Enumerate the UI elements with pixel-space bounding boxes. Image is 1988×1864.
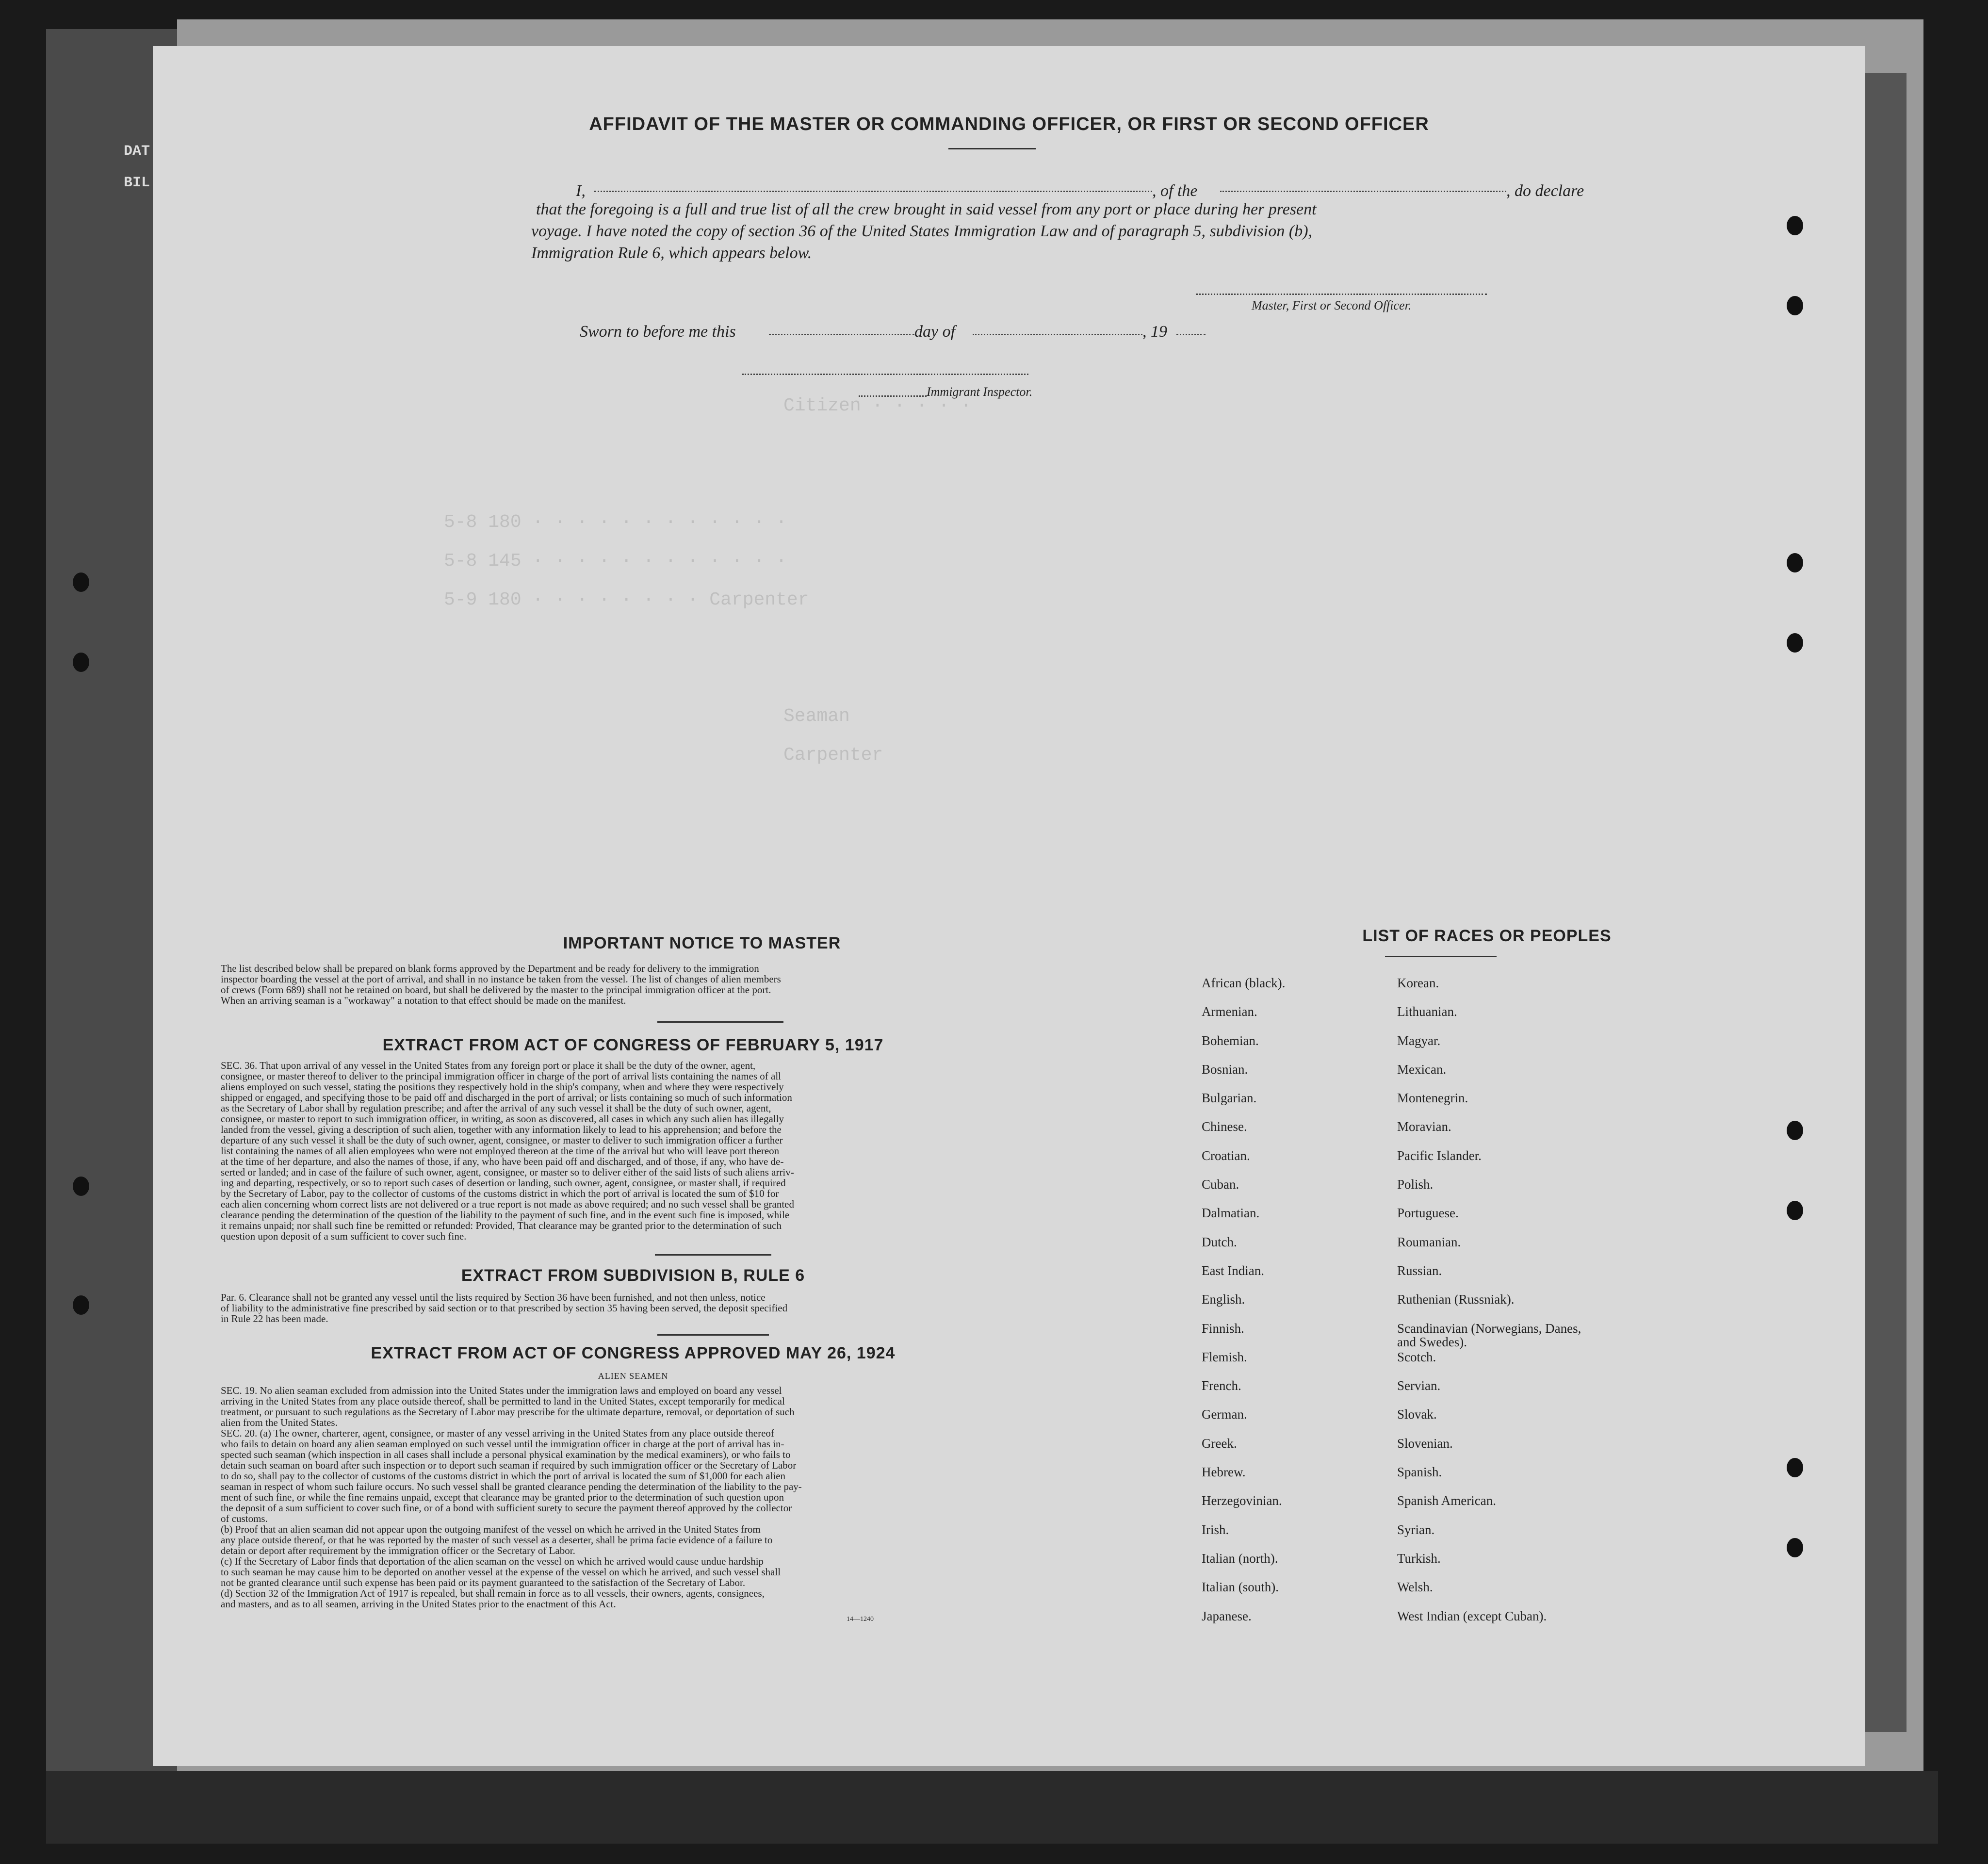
notice-title: IMPORTANT NOTICE TO MASTER xyxy=(563,934,841,952)
extract-1917-line: consignee, or master thereof to deliver to the principal immigration officer in charge of the port of arrival lists containing the names of all xyxy=(221,1070,782,1082)
race-item: Spanish American. xyxy=(1397,1493,1496,1508)
race-item: Japanese. xyxy=(1202,1608,1252,1623)
race-item: East Indian. xyxy=(1202,1263,1264,1278)
race-item: Finnish. xyxy=(1202,1321,1244,1336)
race-item: Flemish. xyxy=(1202,1349,1247,1364)
master-label: Master, First or Second Officer. xyxy=(1252,298,1412,312)
race-item: Dalmatian. xyxy=(1202,1206,1260,1221)
race-item: Welsh. xyxy=(1397,1580,1433,1595)
notice-line: of crews (Form 689) shall not be retained on board, but shall be delivered by the master to the principal immigration officer at the port. xyxy=(221,984,771,996)
race-item: Pacific Islander. xyxy=(1397,1148,1482,1163)
extract-1924-line: (d) Section 32 of the Immigration Act of 1917 is repealed, but shall remain in force as to all vessels, their owners, agents, consignees, xyxy=(221,1587,765,1599)
extract-1924-line: detain such seaman on board after such inspection or to deport such seaman if required by such immigration officer or the Secretary of Labor xyxy=(221,1459,797,1471)
extract-1924-line: (c) If the Secretary of Labor finds that deportation of the alien seaman on the vessel on which he arrived would cause undue hardship xyxy=(221,1555,764,1567)
races-title: LIST OF RACES OR PEOPLES xyxy=(1362,927,1612,945)
inspector-lead-line xyxy=(859,395,927,397)
punch-hole xyxy=(1787,296,1803,315)
binder-hole xyxy=(73,653,89,672)
extract-1924-line: the deposit of a sum sufficient to cover such fine, or of a bond with sufficient surety to secure the payment thereof approved by the collector xyxy=(221,1502,792,1514)
race-item: Russian. xyxy=(1397,1263,1442,1278)
race-item: Korean. xyxy=(1397,976,1439,990)
extract-1917-line: as the Secretary of Labor shall by regulation prescribe; and after the arrival of any such vessel it shall be the duty of such owner, agent, xyxy=(221,1102,771,1114)
punch-hole xyxy=(1787,553,1803,572)
section-divider xyxy=(657,1334,769,1336)
declaration-i: I, xyxy=(576,182,586,200)
race-item: Italian (south). xyxy=(1202,1580,1279,1595)
race-item: Ruthenian (Russniak). xyxy=(1397,1292,1515,1307)
punch-hole xyxy=(1787,1538,1803,1557)
race-item: African (black). xyxy=(1202,976,1286,990)
declaration-line4: Immigration Rule 6, which appears below. xyxy=(531,244,812,262)
inspector-signature-line xyxy=(742,374,1028,375)
sworn-year-blank xyxy=(1176,334,1206,335)
extract-1917-line: list containing the names of all alien employees who were not employed thereon at the time of the arrival but who will leave port thereon xyxy=(221,1145,780,1157)
race-item: Slovak. xyxy=(1397,1407,1437,1422)
race-item: Portuguese. xyxy=(1397,1206,1459,1221)
race-item: Lithuanian. xyxy=(1397,1004,1457,1019)
extract-1924-line: alien from the United States. xyxy=(221,1417,338,1428)
extract-1924-line: and masters, and as to all seamen, arriving in the United States prior to the enactment of this Act. xyxy=(221,1598,616,1610)
race-item: Spanish. xyxy=(1397,1465,1442,1480)
declaration-declare: , do declare xyxy=(1506,182,1584,200)
extract-1924-line: to such seaman he may cause him to be deported on another vessel at the expense of the vessel on which he arrived, and such vessel shall xyxy=(221,1566,781,1578)
bleedthrough-text: 5-8 180 · · · · · · · · · · · · xyxy=(444,512,787,533)
race-item: Scotch. xyxy=(1397,1349,1436,1364)
race-item: Magyar. xyxy=(1397,1033,1441,1048)
form-number: 14—1240 xyxy=(847,1616,874,1623)
race-item: Bulgarian. xyxy=(1202,1091,1257,1106)
bleedthrough-text: Citizen · · · · · xyxy=(783,395,972,416)
race-item: Slovenian. xyxy=(1397,1436,1453,1451)
rule-6-line: Par. 6. Clearance shall not be granted any vessel until the lists required by Section 36 have been furnished, and not then unless, notice xyxy=(221,1292,766,1303)
bleedthrough-text: Carpenter xyxy=(783,745,883,766)
extract-1917-line: landed from the vessel, giving a description of such alien, together with any information likely to lead to his apprehension; and before the xyxy=(221,1124,782,1135)
extract-1924-line: arriving in the United States from any place outside thereof, shall be permitted to land in the United States, except temporarily for medical xyxy=(221,1395,785,1407)
section-divider xyxy=(657,1021,783,1023)
declaration-of-the: , of the xyxy=(1152,182,1198,200)
extract-1924-title: EXTRACT FROM ACT OF CONGRESS APPROVED MAY 26, 1924 xyxy=(371,1344,896,1362)
punch-hole xyxy=(1787,1458,1803,1477)
race-item: Scandinavian (Norwegians, Danes, and Swedes). xyxy=(1397,1321,1581,1349)
extract-1917-line: question upon deposit of a sum sufficient to cover such fine. xyxy=(221,1230,467,1242)
sworn-month-blank xyxy=(973,334,1142,335)
race-item: Dutch. xyxy=(1202,1234,1237,1249)
notice-line: The list described below shall be prepared on blank forms approved by the Department and be ready for delivery to the immigration xyxy=(221,963,759,974)
right-sheet-edge xyxy=(1863,73,1907,1732)
extract-1917-line: serted or landed; and in case of the failure of such owner, agent, consignee, or master so to deliver either of the said lists of such aliens arriv- xyxy=(221,1166,794,1178)
extract-1917-line: each alien concerning whom correct lists are not delivered or a true report is not made as above required; and no such vessel shall be granted xyxy=(221,1198,794,1210)
extract-1924-line: ment of such fine, or while the fine remains unpaid, except that clearance may be granted prior to the determination of such question upon xyxy=(221,1491,784,1503)
extract-1924-line: spected such seaman (which inspection in all cases shall include a personal physical examination by the medical examiners), or who fails to xyxy=(221,1449,791,1460)
extract-1917-line: clearance pending the determination of the question of the liability to the payment of such fine, and in the event such fine is imposed, while xyxy=(221,1209,790,1221)
extract-1924-line: who fails to detain on board any alien seaman employed on such vessel until the immigration officer in charge at the port of arrival has in- xyxy=(221,1438,784,1450)
punch-hole xyxy=(1787,1121,1803,1140)
race-item: Moravian. xyxy=(1397,1119,1451,1134)
rule-6-title: EXTRACT FROM SUBDIVISION B, RULE 6 xyxy=(461,1266,805,1285)
race-item: Irish. xyxy=(1202,1522,1229,1537)
extract-1924-line: SEC. 19. No alien seaman excluded from admission into the United States under the immigration laws and employed on board any vessel xyxy=(221,1385,782,1396)
extract-1917-line: by the Secretary of Labor, pay to the collector of customs of the customs district in which the port of arrival is located the sum of $10 for xyxy=(221,1188,779,1199)
race-item: Turkish. xyxy=(1397,1551,1441,1566)
race-item: English. xyxy=(1202,1292,1245,1307)
extract-1917-line: shipped or engaged, and specifying those to be paid off and discharged in the port of arrival; or lists containing so much of such information xyxy=(221,1092,792,1103)
extract-1924-subtitle: ALIEN SEAMEN xyxy=(598,1371,668,1381)
master-signature-line xyxy=(1196,294,1487,295)
notice-line: inspector boarding the vessel at the port of arrival, and shall in no instance be taken from the vessel. The list of changes of alien members xyxy=(221,973,781,985)
race-item: Polish. xyxy=(1397,1177,1434,1192)
bleedthrough-text: 5-9 180 · · · · · · · · Carpenter xyxy=(444,589,809,610)
race-item: French. xyxy=(1202,1378,1241,1393)
extract-1924-line: (b) Proof that an alien seaman did not appear upon the outgoing manifest of the vessel on which he arrived in the United States from xyxy=(221,1523,761,1535)
name-blank xyxy=(594,191,1152,192)
extract-1917-line: SEC. 36. That upon arrival of any vessel in the United States from any foreign port or place it shall be the duty of the owner, agent, xyxy=(221,1060,756,1071)
bottom-strip xyxy=(46,1771,1938,1844)
edge-mark-top: DAT xyxy=(124,143,150,160)
sworn-year: , 19 xyxy=(1142,323,1167,341)
races-right-column xyxy=(1397,976,1601,1638)
extract-1917-line: departure of any such vessel it shall be the duty of such owner, agent, consignee, or master to deliver to such immigration officer a further xyxy=(221,1134,783,1146)
rule-6-body xyxy=(221,1292,1045,1324)
bleedthrough-text: Seaman xyxy=(783,706,850,727)
race-item: Herzegovinian. xyxy=(1202,1493,1282,1508)
extract-1917-line: consignee, or master to report to such immigration officer, in writing, as soon as discovered, all cases in which any such alien has illegally xyxy=(221,1113,784,1125)
race-item: Italian (north). xyxy=(1202,1551,1278,1566)
declaration-line3: voyage. I have noted the copy of section 36 of the United States Immigration Law and of paragraph 5, subdivision (b), xyxy=(531,222,1313,240)
binder-hole xyxy=(73,572,89,592)
extract-1917-title: EXTRACT FROM ACT OF CONGRESS OF FEBRUARY 5, 1917 xyxy=(382,1036,884,1054)
sworn-prefix: Sworn to before me this xyxy=(580,323,736,341)
race-item: Chinese. xyxy=(1202,1119,1247,1134)
extract-1917-body xyxy=(221,1060,1045,1242)
race-item: Roumanian. xyxy=(1397,1234,1461,1249)
race-item: Servian. xyxy=(1397,1378,1441,1393)
binder-hole xyxy=(73,1295,89,1315)
binder-hole xyxy=(73,1177,89,1196)
extract-1924-line: to do so, shall pay to the collector of customs of the customs district in which the port of arrival is located the sum of $1,000 for each alien xyxy=(221,1470,786,1482)
race-item: Hebrew. xyxy=(1202,1465,1246,1480)
sworn-day-blank xyxy=(769,334,914,335)
race-item: Armenian. xyxy=(1202,1004,1257,1019)
race-item: Montenegrin. xyxy=(1397,1091,1468,1106)
extract-1924-line: SEC. 20. (a) The owner, charterer, agent, consignee, or master of any vessel arriving in the United States from any place outside thereof xyxy=(221,1427,774,1439)
extract-1917-line: it remains unpaid; nor shall such fine be remitted or refunded: Provided, That clearance may be granted prior to the determination of such xyxy=(221,1220,782,1231)
form-page xyxy=(153,46,1865,1766)
extract-1917-line: at the time of her departure, and also the names of those, if any, who have been paid off and discharged, and of those, if any, who have de- xyxy=(221,1156,784,1167)
extract-1924-line: not be granted clearance until such expense has been paid or its payment guaranteed to the satisfaction of the Secretary of Labor. xyxy=(221,1577,746,1588)
races-divider xyxy=(1385,956,1497,957)
race-item: Cuban. xyxy=(1202,1177,1239,1192)
bleedthrough-text: 5-8 145 · · · · · · · · · · · · xyxy=(444,551,787,572)
rule-6-line: in Rule 22 has been made. xyxy=(221,1313,328,1324)
race-item: West Indian (except Cuban). xyxy=(1397,1608,1547,1623)
extract-1924-line: detain or deport after requirement by the immigration officer or the Secretary of Labor. xyxy=(221,1545,575,1556)
extract-1924-line: any place outside thereof, or that he was reported by the master of such vessel as a deserter, shall be prima facie evidence of a failure to xyxy=(221,1534,773,1546)
extract-1924-line: seaman in respect of whom such failure occurs. No such vessel shall be granted clearance pending the determination of the liability to the pay- xyxy=(221,1481,802,1492)
section-divider xyxy=(655,1254,771,1256)
punch-hole xyxy=(1787,633,1803,653)
extract-1924-body xyxy=(221,1385,1045,1609)
title-divider xyxy=(948,148,1036,149)
punch-hole xyxy=(1787,216,1803,235)
rule-6-line: of liability to the administrative fine prescribed by said section or to that prescribed by section 35 having been served, the deposit specified xyxy=(221,1302,788,1314)
inspector-label: Immigrant Inspector. xyxy=(927,385,1033,399)
race-item: Croatian. xyxy=(1202,1148,1250,1163)
punch-hole xyxy=(1787,1201,1803,1220)
declaration-line2: that the foregoing is a full and true list of all the crew brought in said vessel from any port or place during her present xyxy=(536,200,1317,218)
extract-1924-line: treatment, or pursuant to such regulations as the Secretary of Labor may prescribe for the ultimate departure, removal, or deportation of such xyxy=(221,1406,795,1418)
race-item: Bosnian. xyxy=(1202,1062,1248,1077)
extract-1917-line: ing and departing, respectively, or so to report such cases of desertion or landing, such owner, agent, consignee, or master shall, if required xyxy=(221,1177,786,1189)
race-item: Greek. xyxy=(1202,1436,1237,1451)
notice-line: When an arriving seaman is a "workaway" a notation to that effect should be made on the manifest. xyxy=(221,995,626,1006)
race-item: German. xyxy=(1202,1407,1247,1422)
race-item: Mexican. xyxy=(1397,1062,1447,1077)
race-item: Syrian. xyxy=(1397,1522,1435,1537)
extract-1917-line: aliens employed on such vessel, stating the positions they respectively hold in the ship's company, when and where they were respectively xyxy=(221,1081,784,1093)
notice-body xyxy=(221,963,1045,1006)
edge-mark-bottom: BIL xyxy=(124,175,150,191)
vessel-blank xyxy=(1220,191,1506,192)
affidavit-title: AFFIDAVIT OF THE MASTER OR COMMANDING OFFICER, OR FIRST OR SECOND OFFICER xyxy=(589,114,1429,134)
sworn-day-of: day of xyxy=(914,323,956,341)
race-item: Bohemian. xyxy=(1202,1033,1259,1048)
extract-1924-line: of customs. xyxy=(221,1513,268,1524)
races-left-column xyxy=(1202,976,1386,1638)
